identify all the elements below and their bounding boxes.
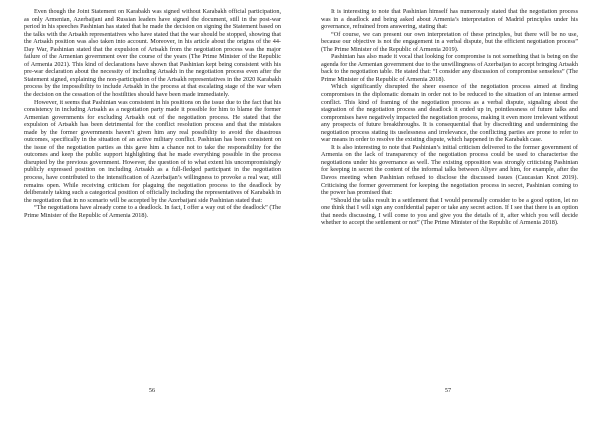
quote-paragraph: “Of course, we can present our own interpretation of these principles, but there will be no use, because our objective is not the engagement in a verbal dispute, but the efficient negotiation process” (The Prime Minister of the Republic of Armenia 2019). [321, 30, 578, 53]
right-page-body [321, 8, 578, 227]
paragraph: However, it seems that Pashinian was consistent in his positions on the issue due to the fact that his consistency in including Artsakh as a negotiation party made it possible for him to blame the former Armenian governments for excluding Artsakh out of the negotiation process. He stated that the expulsion of Artsakh has been detrimental for the conflict resolution process and that the mistakes made by the former governments haven’t given him any real possibility to avoid the disastrous outcomes, specifically in the situation of an active military conflict. Pashinian has been consistent on the issue of the negotiation parties as this gave him a chance not to take the responsibility for the outcomes and keep the public support highlighting that he made everything possible in the process disrupted by the previous government. However, the question of to what extent his uncompromisingly publicly expressed position on including Artsakh as a full-fledged participant in the negotiation process, have contributed to the intensification of Azerbaijan’s willingness to provoke a real war, still remains open. While receiving criticism for plaguing the negotiation process to the deadlock by deliberately taking such a categorical position of officially including the representatives of Karabakh in the negotiation that in no scenario will be accepted by the Azerbaijani side Pashinian stated that: [24, 98, 281, 204]
quote-paragraph: “Should the talks result in a settlement that I would personally consider to be a good option, let no one think that I will sign any confidential paper or take any secret action. If I see that there is an option that needs discussing, I will come to you and give you the details of it, after which you will decide whether to accept the settlement or not” (The Prime Minister of the Republic of Armenia 2018). [321, 196, 578, 227]
page-number: 56 [148, 387, 156, 394]
page-number: 57 [444, 387, 452, 394]
paragraph: Which significantly disrupted the sheer essence of the negotiation process aimed at finding compromises in the diplomatic domain in order not to be reduced to the situation of an intense armed conflict. This kind of framing of the negotiation process as a verbal dispute, signaling about the stagnation of the negotiation process and deadlock it ended up in, pointlessness of future talks and compromises have negatively impacted the negotiation process, making it even more irrelevant without any prospects of future breakthroughs. It is consequential that by discrediting and undermining the negotiation process stating its uselessness and irrelevance, the conflicting parties are prone to refer to war means in order to resolve the existing dispute, which happened in the Karabakh case. [321, 83, 578, 144]
paragraph: It is interesting to note that Pashinian himself has numerously stated that the negotiation process was in a deadlock and being asked about Armenia’s interpretation of Madrid principles under his governance, refrained from answering, stating that: [321, 8, 578, 31]
paragraph: Pashinian has also made it vocal that looking for compromise is not something that is being on the agenda for the Armenian government due to the unwillingness of Azerbaijan to accept bringing Artsakh back to the negotiation table. He stated that: “I consider any discussion of compromise senseless” (The Prime Minister of the Republic of Armenia 2018). [321, 53, 578, 83]
right-page [300, 0, 600, 423]
quote-paragraph: “The negotiations have already come to a deadlock. In fact, I offer a way out of the deadlock” (The Prime Minister of the Republic of Armenia 2018). [24, 204, 281, 219]
paragraph: Even though the Joint Statement on Karabakh was signed without Karabakh official participation, as only Armenian, Azerbaijani and Russian leaders have signed the document, still in the post-war period in his speeches Pashinian has stated that he made the decision on signing the Statement based on the talks with the Artsakh representatives who have stated that the war should be stopped, showing that the Artsakh position was also taken into account. Moreover, in his article about the origins of the 44-Day War, Pashinian stated that the expulsion of Artsakh from the negotiation process was the major failure of the Armenian government over the course of the years (The Prime Minister of the Republic of Armenia 2021). This kind of declarations have shown that Pashinian kept being consistent with his pre-war declaration about the necessity of including Artsakh in the negotiation process even after the Statement signed, explaining the non-participation of the Artsakh representatives in the 2020 Karabakh process by the impossibility to include Artsakh in the process at that escalating stage of the war when the decision on the cessation of the hostilities should have been made immediately. [24, 8, 281, 99]
paragraph: It is also interesting to note that Pashinian’s initial criticism delivered to the former government of Armenia on the lack of transparency of the negotiation process could be used to characterise the negotiations under his governance as well. The existing opposition was strongly criticising Pashinian for keeping in secret the content of the informal talks between Aliyev and him, for example, after the Davos meeting when Pashinian refused to disclose the discussed issues (Caucasian Knot 2019). Criticising the former government for keeping the negotiation process in secret, Pashinian coming to the power has promised that: [321, 143, 578, 197]
left-page-body [24, 8, 281, 219]
